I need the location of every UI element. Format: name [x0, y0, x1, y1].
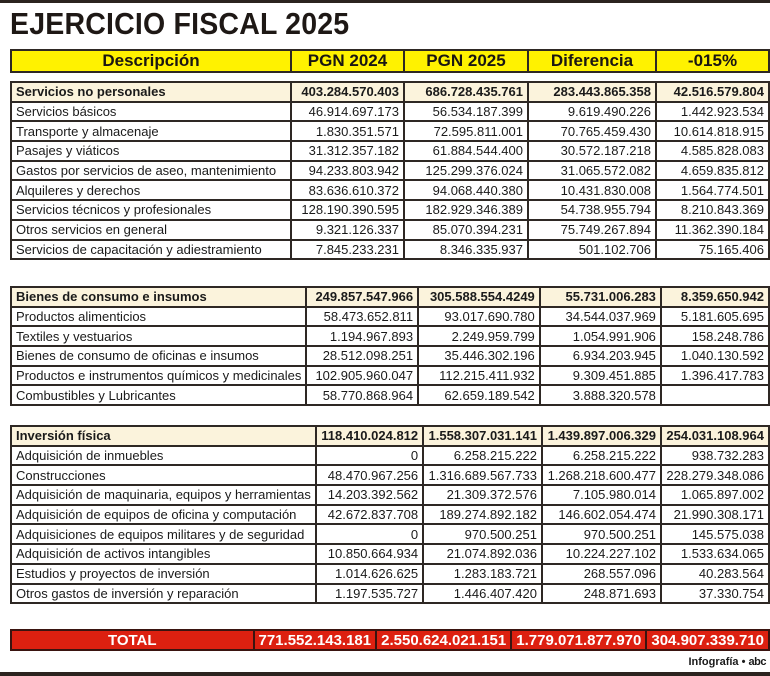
table-row	[11, 121, 769, 141]
row-label: Textiles y vestuarios	[11, 326, 306, 346]
row-value: 11.362.390.184	[656, 220, 769, 240]
table-row	[11, 366, 769, 386]
row-value: 1.533.634.065	[661, 544, 769, 564]
row-value: 189.274.892.182	[423, 505, 542, 525]
table-row	[11, 385, 769, 405]
row-value: 7.105.980.014	[542, 485, 661, 505]
section-value: 403.284.570.403	[291, 82, 404, 102]
row-value: 75.165.406	[656, 240, 769, 260]
section-table	[10, 286, 770, 406]
table-row	[11, 161, 769, 181]
row-value: 70.765.459.430	[528, 121, 656, 141]
row-value: 21.309.372.576	[423, 485, 542, 505]
row-value: 14.203.392.562	[316, 485, 423, 505]
row-label: Otros servicios en general	[11, 220, 291, 240]
row-value	[661, 385, 769, 405]
row-value: 4.585.828.083	[656, 141, 769, 161]
row-value: 1.014.626.625	[316, 564, 423, 584]
row-value: 61.884.544.400	[404, 141, 528, 161]
row-value: 1.040.130.592	[661, 346, 769, 366]
row-value: 31.065.572.082	[528, 161, 656, 181]
row-value: 1.830.351.571	[291, 121, 404, 141]
credit-text: Infografía •	[688, 656, 746, 668]
row-value: 5.181.605.695	[661, 307, 769, 327]
section-name: Servicios no personales	[11, 82, 291, 102]
row-label: Otros gastos de inversión y reparación	[11, 584, 316, 604]
row-value: 9.309.451.885	[540, 366, 661, 386]
row-value: 56.534.187.399	[404, 102, 528, 122]
row-label: Gastos por servicios de aseo, mantenimiento	[11, 161, 291, 181]
row-value: 21.990.308.171	[661, 505, 769, 525]
row-value: 0	[316, 524, 423, 544]
row-value: 228.279.348.086	[661, 465, 769, 485]
row-value: 501.102.706	[528, 240, 656, 260]
row-value: 6.258.215.222	[423, 446, 542, 466]
row-value: 58.770.868.964	[306, 385, 418, 405]
row-label: Servicios técnicos y profesionales	[11, 200, 291, 220]
row-label: Bienes de consumo de oficinas e insumos	[11, 346, 306, 366]
section-header-row	[11, 287, 769, 307]
row-value: 9.321.126.337	[291, 220, 404, 240]
row-value: 1.396.417.783	[661, 366, 769, 386]
row-value: 158.248.786	[661, 326, 769, 346]
row-value: 54.738.955.794	[528, 200, 656, 220]
row-value: 128.190.390.595	[291, 200, 404, 220]
table-row	[11, 200, 769, 220]
section-header-row	[11, 426, 769, 446]
row-label: Adquisición de inmuebles	[11, 446, 316, 466]
row-value: 9.619.490.226	[528, 102, 656, 122]
section-value: 283.443.865.358	[528, 82, 656, 102]
row-label: Alquileres y derechos	[11, 180, 291, 200]
row-label: Adquisición de maquinaria, equipos y herramientas	[11, 485, 316, 505]
table-row	[11, 141, 769, 161]
section-value: 1.558.307.031.141	[423, 426, 542, 446]
row-label: Servicios de capacitación y adiestramiento	[11, 240, 291, 260]
row-value: 40.283.564	[661, 564, 769, 584]
row-value: 1.446.407.420	[423, 584, 542, 604]
table-row	[11, 524, 769, 544]
row-value: 3.888.320.578	[540, 385, 661, 405]
total-diferencia: 1.779.071.877.970	[511, 630, 646, 650]
row-label: Construcciones	[11, 465, 316, 485]
row-value: 58.473.652.811	[306, 307, 418, 327]
row-value: 0	[316, 446, 423, 466]
row-label: Pasajes y viáticos	[11, 141, 291, 161]
header-percent: -015%	[656, 50, 769, 72]
table-row	[11, 465, 769, 485]
section-table	[10, 425, 770, 604]
section-value: 254.031.108.964	[661, 426, 769, 446]
row-value: 146.602.054.474	[542, 505, 661, 525]
row-value: 1.268.218.600.477	[542, 465, 661, 485]
table-row	[11, 584, 769, 604]
row-value: 10.850.664.934	[316, 544, 423, 564]
row-value: 46.914.697.173	[291, 102, 404, 122]
section-name: Inversión física	[11, 426, 316, 446]
row-value: 62.659.189.542	[418, 385, 540, 405]
row-label: Adquisiciones de equipos militares y de seguridad	[11, 524, 316, 544]
row-label: Estudios y proyectos de inversión	[11, 564, 316, 584]
row-value: 31.312.357.182	[291, 141, 404, 161]
row-value: 182.929.346.389	[404, 200, 528, 220]
row-value: 1.197.535.727	[316, 584, 423, 604]
row-value: 83.636.610.372	[291, 180, 404, 200]
bottom-rule	[0, 672, 770, 676]
total-pgn-2025: 2.550.624.021.151	[376, 630, 511, 650]
header-table	[10, 49, 770, 73]
row-value: 970.500.251	[423, 524, 542, 544]
table-row	[11, 505, 769, 525]
row-value: 7.845.233.231	[291, 240, 404, 260]
row-value: 6.934.203.945	[540, 346, 661, 366]
total-row	[11, 630, 769, 650]
row-value: 75.749.267.894	[528, 220, 656, 240]
row-label: Adquisición de activos intangibles	[11, 544, 316, 564]
header-pgn-2024: PGN 2024	[291, 50, 404, 72]
row-value: 2.249.959.799	[418, 326, 540, 346]
row-value: 4.659.835.812	[656, 161, 769, 181]
row-value: 28.512.098.251	[306, 346, 418, 366]
row-value: 94.068.440.380	[404, 180, 528, 200]
row-value: 1.054.991.906	[540, 326, 661, 346]
row-value: 102.905.960.047	[306, 366, 418, 386]
row-value: 248.871.693	[542, 584, 661, 604]
row-value: 34.544.037.969	[540, 307, 661, 327]
row-label: Servicios básicos	[11, 102, 291, 122]
row-value: 1.283.183.721	[423, 564, 542, 584]
total-percent: 304.907.339.710	[646, 630, 769, 650]
row-value: 8.210.843.369	[656, 200, 769, 220]
row-label: Productos e instrumentos químicos y medicinales	[11, 366, 306, 386]
header-diferencia: Diferencia	[528, 50, 656, 72]
abc-logo: abc	[748, 656, 766, 668]
row-value: 125.299.376.024	[404, 161, 528, 181]
row-value: 112.215.411.932	[418, 366, 540, 386]
section-value: 42.516.579.804	[656, 82, 769, 102]
row-value: 94.233.803.942	[291, 161, 404, 181]
table-row	[11, 485, 769, 505]
table-row	[11, 180, 769, 200]
table-row	[11, 446, 769, 466]
section-value: 249.857.547.966	[306, 287, 418, 307]
row-value: 21.074.892.036	[423, 544, 542, 564]
row-value: 1.564.774.501	[656, 180, 769, 200]
section-table	[10, 81, 770, 260]
row-value: 1.442.923.534	[656, 102, 769, 122]
table-row	[11, 326, 769, 346]
row-value: 37.330.754	[661, 584, 769, 604]
section-value: 118.410.024.812	[316, 426, 423, 446]
header-pgn-2025: PGN 2025	[404, 50, 528, 72]
row-value: 10.224.227.102	[542, 544, 661, 564]
section-value: 305.588.554.4249	[418, 287, 540, 307]
section-header-row	[11, 82, 769, 102]
table-row	[11, 220, 769, 240]
table-row	[11, 346, 769, 366]
credit	[688, 656, 766, 668]
row-label: Combustibles y Lubricantes	[11, 385, 306, 405]
total-table	[10, 629, 770, 651]
row-value: 938.732.283	[661, 446, 769, 466]
table-row	[11, 102, 769, 122]
row-value: 970.500.251	[542, 524, 661, 544]
top-rule	[0, 0, 770, 3]
row-value: 8.346.335.937	[404, 240, 528, 260]
section-value: 8.359.650.942	[661, 287, 769, 307]
row-value: 10.431.830.008	[528, 180, 656, 200]
header-row	[11, 50, 769, 72]
row-value: 1.065.897.002	[661, 485, 769, 505]
row-label: Productos alimenticios	[11, 307, 306, 327]
row-value: 93.017.690.780	[418, 307, 540, 327]
section-name: Bienes de consumo e insumos	[11, 287, 306, 307]
header-descripcion: Descripción	[11, 50, 291, 72]
page-title: EJERCICIO FISCAL 2025	[10, 6, 350, 41]
row-value: 48.470.967.256	[316, 465, 423, 485]
row-value: 1.316.689.567.733	[423, 465, 542, 485]
table-row	[11, 240, 769, 260]
row-value: 30.572.187.218	[528, 141, 656, 161]
row-value: 35.446.302.196	[418, 346, 540, 366]
row-value: 85.070.394.231	[404, 220, 528, 240]
row-value: 10.614.818.915	[656, 121, 769, 141]
section-value: 686.728.435.761	[404, 82, 528, 102]
row-label: Adquisición de equipos de oficina y computación	[11, 505, 316, 525]
total-pgn-2024: 771.552.143.181	[254, 630, 377, 650]
table-row	[11, 564, 769, 584]
row-value: 6.258.215.222	[542, 446, 661, 466]
row-value: 268.557.096	[542, 564, 661, 584]
section-value: 1.439.897.006.329	[542, 426, 661, 446]
row-value: 1.194.967.893	[306, 326, 418, 346]
row-value: 145.575.038	[661, 524, 769, 544]
section-value: 55.731.006.283	[540, 287, 661, 307]
table-row	[11, 307, 769, 327]
row-label: Transporte y almacenaje	[11, 121, 291, 141]
table-row	[11, 544, 769, 564]
row-value: 42.672.837.708	[316, 505, 423, 525]
total-label: TOTAL	[11, 630, 254, 650]
row-value: 72.595.811.001	[404, 121, 528, 141]
